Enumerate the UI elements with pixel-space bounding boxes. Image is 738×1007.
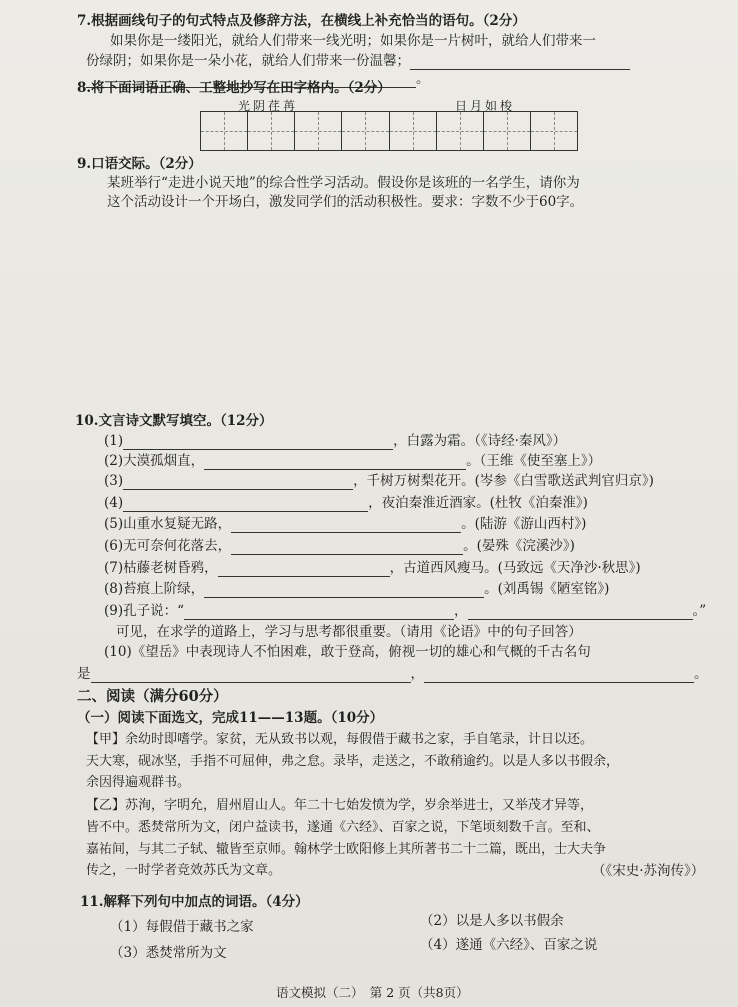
grid-cell[interactable] [201,112,248,150]
q10-blank-9a[interactable] [184,605,454,620]
q10-item-2 [104,452,601,470]
item-text: ，古道西风瘦马。(马致远《天净沙·秋思》) [389,560,641,576]
item-text: 。(陆游《游山西村》) [461,516,587,532]
q10-title: 10.文言诗文默写填空。（12分） [75,413,273,429]
item-text: ，夜泊秦淮近酒家。(杜牧《泊秦淮》) [368,495,588,511]
q10-blank-3[interactable] [123,475,353,490]
passage-jia-2: 天大寒，砚冰坚，手指不可屈伸，弗之怠。录毕，走送之，不敢稍逾约。以是人多以书假余， [86,754,620,769]
q10-item-3 [104,472,654,490]
q8-word-2: 日月如梭 [455,99,516,113]
item-text: 。 [694,666,708,682]
page-footer: 语文模拟（二） 第 2 页（共8页） [276,985,469,1000]
item-text: 。(晏殊《浣溪沙》) [463,538,575,554]
grid-cell[interactable] [248,112,295,150]
q8-word-1: 光阴荏苒 [238,99,299,113]
item-text: ， [410,666,424,682]
passage-yi-2: 皆不中。悉焚常所为文，闭户益读书，遂通《六经》、百家之说，下笔顷刻数千言。至和、 [86,820,600,835]
q8-title: 8.将下面词语正确、工整地抄写在田字格内。（2分） [77,80,391,96]
passage-jia-3: 余因得遍观群书。 [86,775,191,790]
item-text: ，白露为霜。（《诗经·秦风》） [393,433,567,449]
item-text: (5)山重水复疑无路， [104,516,232,532]
q10-item-1 [104,432,566,450]
part-title: （一）阅读下面选文，完成11——13题。（10分） [77,710,384,726]
q11-item-1: （1）每假借于藏书之家 [110,919,254,935]
q7-title: 7.根据画线句子的句式特点及修辞方法，在横线上补充恰当的语句。（2分） [77,13,526,29]
item-number: (1) [104,433,124,449]
q10-blank-9b[interactable] [468,605,693,620]
q10-item-9-note: 可见，在求学的道路上，学习与思考都很重要。（请用《论语》中的句子回答） [116,624,582,640]
item-text: 。(刘禹锡《陋室铭》) [484,581,610,597]
passage-yi-4: 传之，一时学者竞效苏氏为文章。 [86,863,282,878]
grid-cell[interactable] [342,112,389,150]
passage-jia-1: 【甲】余幼时即嗜学。家贫，无从致书以观，每假借于藏书之家，手自笔录，计日以还。 [86,732,594,747]
q10-item-10-answer [77,665,708,683]
q7-blank-1[interactable] [410,55,630,70]
q10-blank-1[interactable] [123,435,393,450]
item-text: ，千树万树梨花开。(岑参《白雪歌送武判官归京》) [353,473,654,489]
item-number: (3) [104,473,124,489]
q11-title: 11.解释下列句中加点的词语。（4分） [80,894,309,910]
q10-blank-6[interactable] [231,540,463,555]
item-text: ， [454,603,468,619]
passage-yi-3: 嘉祐间，与其二子轼、辙皆至京师。翰林学士欧阳修上其所著书二十二篇，既出，士大夫争 [86,842,607,857]
q10-blank-10b[interactable] [424,668,694,683]
q7-line2-text: 份绿阴；如果你是一朵小花，就给人们带来一份温馨； [86,53,410,69]
grid-cell[interactable] [531,112,577,150]
passage-yi-1: 【乙】苏洵，字明允，眉州眉山人。年二十七始发愤为学，岁余举进士，又举茂才异等， [86,798,594,813]
grid-cell[interactable] [484,112,531,150]
item-text: (8)苔痕上阶绿， [104,581,205,597]
q10-blank-2[interactable] [204,455,466,470]
q10-blank-7[interactable] [218,562,390,577]
grid-cell[interactable] [437,112,484,150]
q10-item-7 [104,559,641,577]
item-text: (7)枯藤老树昏鸦， [104,560,218,576]
item-text: (9)孔子说：“ [104,603,185,619]
q10-item-8 [104,580,609,598]
item-number: (4) [104,495,124,511]
item-text: 。（王维《使至塞上》） [466,453,602,469]
q10-item-10: (10)《望岳》中表现诗人不怕困难，敢于登高，俯视一切的雄心和气概的千古名句 [104,644,591,660]
section-title: 二、阅读（满分60分） [77,688,228,705]
q10-blank-5[interactable] [231,518,461,533]
q10-blank-8[interactable] [204,583,484,598]
tianzige-grid[interactable] [200,111,578,151]
item-text: (6)无可奈何花落去， [104,538,232,554]
grid-cell[interactable] [295,112,342,150]
q7-line2 [86,52,630,70]
item-text: 。” [692,603,707,619]
item-text: 是 [77,666,91,682]
q10-item-4 [104,494,588,512]
q9-line2: 这个活动设计一个开场白，激发同学们的活动积极性。要求：字数不少于60字。 [107,194,584,210]
q11-item-2: （2）以是人多以书假余 [420,913,564,929]
q11-item-3: （3）悉焚常所为文 [110,945,227,961]
q9-line1: 某班举行“走进小说天地”的综合性学习活动。假设你是该班的一名学生，请你为 [107,175,580,191]
grid-cell[interactable] [390,112,437,150]
q11-item-4: （4）遂通《六经》、百家之说 [420,937,598,953]
q7-end: 。 [416,71,430,87]
q10-blank-10a[interactable] [91,668,411,683]
item-text: (2)大漠孤烟直， [104,453,205,469]
q9-title: 9.口语交际。（2分） [77,156,202,172]
passage-source: （《宋史·苏洵传》） [592,863,705,879]
q7-line1: 如果你是一缕阳光，就给人们带来一线光明；如果你是一片树叶，就给人们带来一 [110,33,596,49]
q10-item-9 [104,602,706,620]
q10-item-5 [104,515,586,533]
q10-item-6 [104,537,575,555]
q10-blank-4[interactable] [123,497,368,512]
